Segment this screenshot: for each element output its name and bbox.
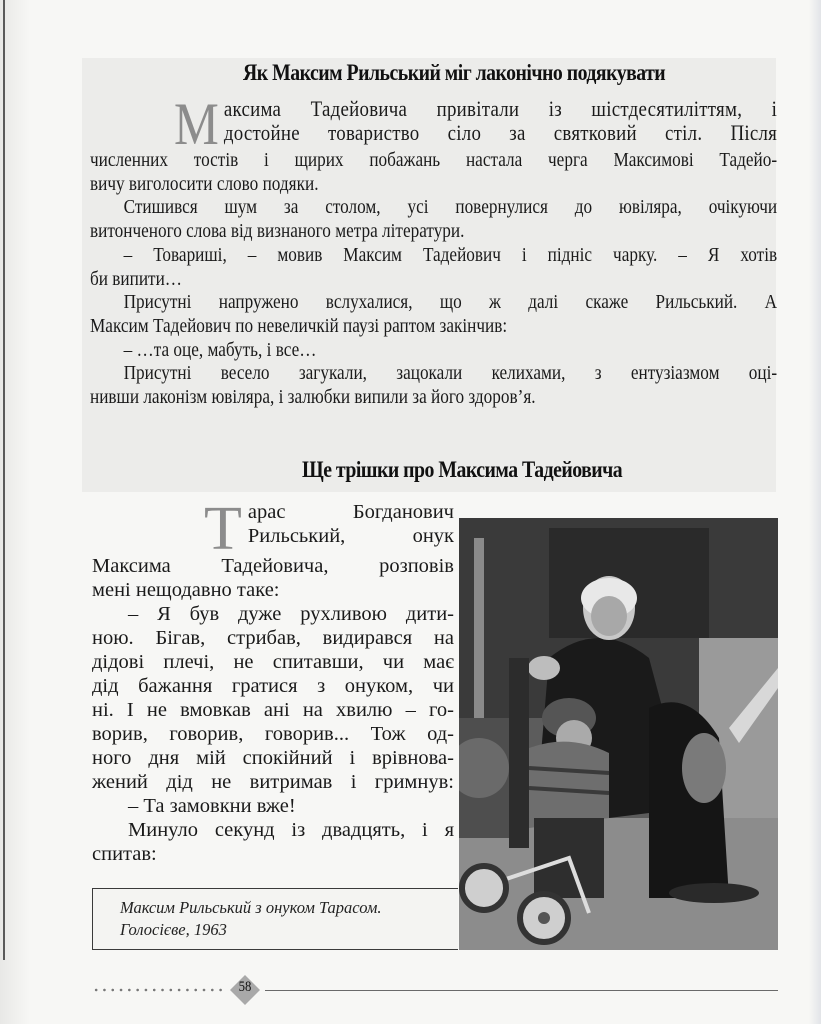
text-line: Стишився шум за столом, усі повернулися до ювіляра, очікуючи <box>123 196 778 219</box>
section-2-title: Ще трішки про Максима Тадейовича <box>302 457 623 482</box>
paragraph-intro-head <box>92 495 454 563</box>
text-line: Присутні напружено вслухалися, що ж далі скаже Рильський. А <box>123 291 778 314</box>
caption-line: Голосієве, 1963 <box>120 920 227 939</box>
text-line: витонченого слова від визнаного метра літератури. <box>90 220 465 243</box>
text-line: нивши лаконізм ювіляра, і залюбки випили за його здоров’я. <box>90 386 536 409</box>
text-line: дід бажання гратися з онуком, чи <box>92 675 454 697</box>
text-line: жений дід не витримав і гримнув: <box>92 771 454 793</box>
text-line: вичу виголосити слово подяки. <box>90 172 319 195</box>
text-line: – Товариші, – мовив Максим Тадейович і підніс чарку. – Я хотів <box>123 243 778 266</box>
text-line: арас Богданович <box>247 501 454 523</box>
text-line: дідові плечі, не спитавши, чи має <box>92 651 454 673</box>
text-line: Максима Тадейовича, розповів <box>92 555 454 577</box>
text-line: Минуло секунд із двадцять, і я <box>128 819 454 841</box>
text-line: мені нещодавно таке: <box>92 579 280 601</box>
text-line: численних тостів і щирих побажань настала черга Максимові Тадейо- <box>90 149 778 171</box>
text-line: – Я був дуже рухливою дити- <box>128 603 454 625</box>
binding-edge <box>3 0 5 960</box>
section-1-body <box>90 91 778 410</box>
dropcap-m: М <box>174 91 219 157</box>
photo-rylsky-with-grandson <box>459 518 778 950</box>
text-line: аксима Тадейовича привітали із шістдесятиліттям, і <box>223 96 778 121</box>
caption-line: Максим Рильський з онуком Тарасом. <box>120 898 382 917</box>
text-line: спитав: <box>92 843 157 865</box>
text-line: ного дня мій спокійний і врівнова- <box>92 747 454 769</box>
text-line: ні. І не вмовкав ані на хвилю – го- <box>92 699 454 721</box>
text-line: Рильський, онук <box>247 525 454 547</box>
text-line: – Та замовкни вже! <box>128 795 296 817</box>
photo-caption <box>120 897 450 941</box>
section-1-title: Як Максим Рильський міг лаконічно подякувати <box>243 60 666 85</box>
page-edge <box>809 0 821 1024</box>
section-2-body <box>92 495 454 866</box>
footer-dotted-rule <box>92 988 224 992</box>
text-line: достойне товариство сіло за святковий стіл. Після <box>223 119 778 145</box>
text-line: Присутні весело загукали, зацокали келихами, з ентузіазмом оці- <box>123 362 778 385</box>
photo-image <box>459 518 778 950</box>
page-number: 58 <box>238 979 252 995</box>
text-line: би випити… <box>90 267 183 290</box>
footer-rule <box>265 990 778 991</box>
text-line: ворив, говорив, говорив... Тож од- <box>92 723 454 745</box>
text-line: ною. Бігав, стрибав, видирався на <box>92 627 454 649</box>
text-line: Максим Тадейович по невеличкій паузі раптом закінчив: <box>90 314 508 337</box>
dropcap-t: Т <box>204 495 242 563</box>
text-line: – …та оце, мабуть, і все… <box>123 338 317 361</box>
paragraph-1-head <box>90 91 778 157</box>
